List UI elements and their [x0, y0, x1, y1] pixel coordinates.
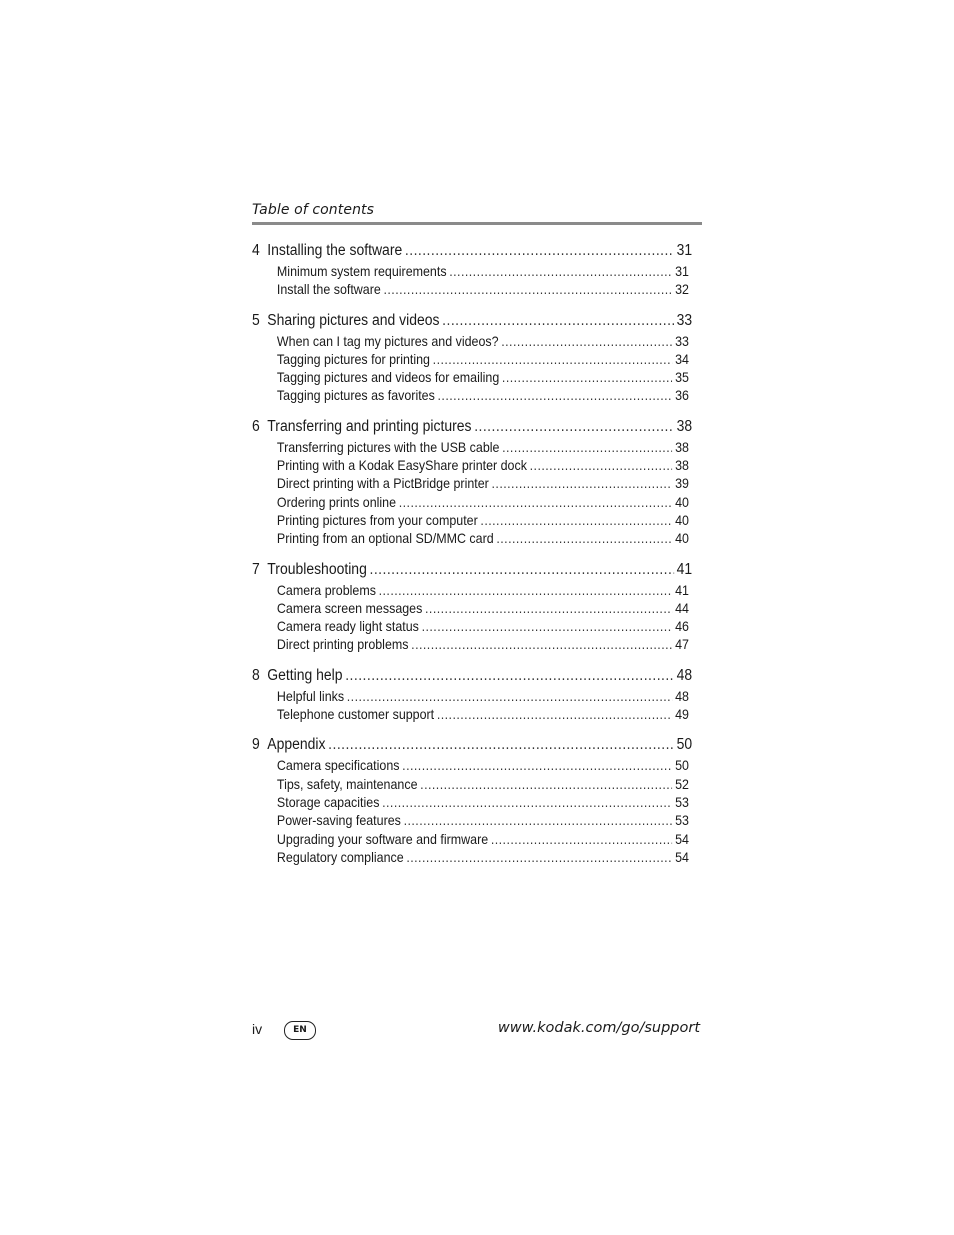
chapter-number: 8 [252, 666, 260, 684]
header-divider [252, 222, 702, 225]
topic-page-number: 50 [675, 757, 689, 774]
topic-page-number: 53 [675, 812, 689, 829]
dot-leader [379, 581, 672, 599]
dot-leader [437, 705, 672, 723]
dot-leader [530, 456, 672, 474]
dot-leader [480, 511, 672, 529]
toc-topic-entry[interactable] [252, 511, 689, 529]
toc-topic-entry[interactable] [252, 848, 689, 866]
toc-chapter-entry[interactable] [252, 665, 692, 687]
dot-leader [405, 240, 674, 262]
chapter-page-number: 41 [676, 560, 693, 578]
toc-chapter-entry[interactable] [252, 559, 692, 581]
toc-chapter-entry[interactable] [252, 416, 692, 438]
topic-page-number: 48 [675, 687, 689, 704]
topic-title: Telephone customer support [276, 706, 435, 723]
topic-page-number: 31 [675, 263, 689, 279]
toc-topic-entry[interactable] [252, 262, 689, 280]
dot-leader [474, 416, 674, 438]
dot-leader [438, 386, 673, 404]
toc-topic-entry[interactable] [252, 493, 689, 511]
topic-title: Storage capacities [276, 793, 380, 810]
chapter-number: 4 [252, 242, 260, 259]
toc-topic-entry[interactable] [252, 687, 689, 705]
topic-page-number: 39 [675, 475, 689, 492]
chapter-page-number: 50 [676, 736, 693, 754]
chapter-title: Getting help [267, 666, 343, 684]
dot-leader [496, 529, 672, 547]
dot-leader [402, 756, 672, 774]
toc-topic-entry[interactable] [252, 386, 689, 404]
topic-page-number: 38 [675, 457, 689, 474]
dot-leader [411, 635, 672, 653]
chapter-page-number: 38 [676, 417, 693, 435]
topic-page-number: 36 [675, 387, 689, 404]
topic-title: Tagging pictures and videos for emailing [276, 369, 500, 386]
dot-leader [406, 848, 672, 866]
topic-page-number: 52 [675, 775, 689, 792]
toc-topic-entry[interactable] [252, 775, 689, 793]
topic-page-number: 53 [675, 793, 689, 810]
toc-topic-entry[interactable] [252, 529, 689, 547]
toc-topic-entry[interactable] [252, 635, 689, 653]
dot-leader [442, 310, 674, 332]
topic-page-number: 34 [675, 350, 689, 367]
topic-page-number: 40 [675, 530, 689, 547]
chapter-title: Appendix [267, 736, 326, 754]
toc-topic-entry[interactable] [252, 332, 689, 350]
topic-title: Ordering prints online [276, 493, 397, 510]
toc-topic-entry[interactable] [252, 705, 689, 723]
topic-title: Helpful links [276, 687, 345, 704]
dot-leader [370, 559, 674, 581]
topic-title: When can I tag my pictures and videos? [276, 332, 499, 349]
chapter-page-number: 33 [676, 311, 693, 329]
topic-title: Direct printing problems [276, 636, 409, 653]
topic-title: Camera ready light status [276, 618, 419, 635]
toc-chapter-entry[interactable] [252, 734, 692, 756]
topic-title: Install the software [276, 281, 381, 298]
topic-title: Upgrading your software and firmware [276, 830, 489, 847]
topic-title: Tagging pictures as favorites [276, 387, 435, 404]
dot-leader [425, 599, 672, 617]
dot-leader [345, 665, 674, 687]
topic-title: Regulatory compliance [276, 848, 404, 865]
topic-title: Printing with a Kodak EasyShare printer dock [276, 457, 527, 474]
toc-topic-entry[interactable] [252, 456, 689, 474]
topic-title: Transferring pictures with the USB cable [276, 438, 500, 455]
topic-title: Tips, safety, maintenance [276, 775, 418, 792]
chapter-title: Troubleshooting [267, 560, 367, 578]
toc-topic-entry[interactable] [252, 830, 689, 848]
toc-topic-entry[interactable] [252, 474, 689, 492]
topic-title: Printing pictures from your computer [276, 511, 478, 528]
toc-section [252, 559, 692, 654]
dot-leader [347, 687, 672, 705]
dot-leader [492, 474, 673, 492]
topic-title: Camera screen messages [276, 599, 423, 616]
chapter-number: 7 [252, 560, 260, 578]
toc-section [252, 310, 692, 405]
topic-page-number: 40 [675, 511, 689, 528]
topic-page-number: 38 [675, 438, 689, 455]
chapter-number: 9 [252, 736, 260, 754]
topic-page-number: 35 [675, 369, 689, 386]
dot-leader [382, 793, 672, 811]
footer-support-url[interactable]: www.kodak.com/go/support [497, 1020, 700, 1036]
dot-leader [491, 830, 672, 848]
topic-page-number: 32 [675, 281, 689, 298]
dot-leader [383, 280, 672, 298]
topic-page-number: 33 [675, 332, 689, 349]
topic-title: Power-saving features [276, 812, 401, 829]
topic-title: Direct printing with a PictBridge printer [276, 475, 489, 492]
toc-topic-entry[interactable] [252, 793, 689, 811]
dot-leader [328, 734, 674, 756]
toc-section [252, 665, 692, 724]
dot-leader [433, 350, 672, 368]
chapter-title: Transferring and printing pictures [267, 417, 472, 435]
chapter-page-number: 31 [676, 242, 693, 259]
toc-section [252, 240, 692, 299]
dot-leader [404, 811, 673, 829]
dot-leader [399, 493, 672, 511]
toc-topic-entry[interactable] [252, 599, 689, 617]
dot-leader [502, 438, 672, 456]
topic-page-number: 46 [675, 618, 689, 635]
toc-topic-entry[interactable] [252, 756, 689, 774]
chapter-number: 5 [252, 311, 260, 329]
topic-page-number: 54 [675, 848, 689, 865]
dot-leader [501, 332, 672, 350]
page-header-title: Table of contents [252, 202, 375, 218]
toc-topic-entry[interactable] [252, 811, 689, 829]
dot-leader [449, 262, 672, 280]
topic-title: Minimum system requirements [276, 263, 447, 279]
topic-page-number: 47 [675, 636, 689, 653]
footer-page-number: iv [252, 1021, 263, 1037]
toc-topic-entry[interactable] [252, 368, 689, 386]
topic-title: Printing from an optional SD/MMC card [276, 530, 494, 547]
dot-leader [502, 368, 672, 386]
toc-chapter-entry[interactable] [252, 240, 692, 262]
toc-section [252, 416, 692, 548]
topic-title: Camera problems [276, 581, 376, 598]
topic-page-number: 41 [675, 581, 689, 598]
dot-leader [422, 617, 673, 635]
toc-chapter-entry[interactable] [252, 310, 692, 332]
dot-leader [420, 775, 672, 793]
topic-title: Camera specifications [276, 757, 400, 774]
toc-topic-entry[interactable] [252, 350, 689, 368]
toc-topic-entry[interactable] [252, 280, 689, 298]
topic-page-number: 44 [675, 599, 689, 616]
topic-page-number: 49 [675, 706, 689, 723]
toc-topic-entry[interactable] [252, 581, 689, 599]
chapter-number: 6 [252, 417, 260, 435]
topic-title: Tagging pictures for printing [276, 350, 430, 367]
toc-topic-entry[interactable] [252, 438, 689, 456]
language-badge: EN [284, 1021, 316, 1040]
chapter-title: Sharing pictures and videos [267, 311, 440, 329]
topic-page-number: 40 [675, 493, 689, 510]
chapter-title: Installing the software [267, 242, 403, 259]
toc-section [252, 734, 692, 866]
toc-topic-entry[interactable] [252, 617, 689, 635]
table-of-contents [252, 240, 692, 877]
topic-page-number: 54 [675, 830, 689, 847]
chapter-page-number: 48 [676, 666, 693, 684]
